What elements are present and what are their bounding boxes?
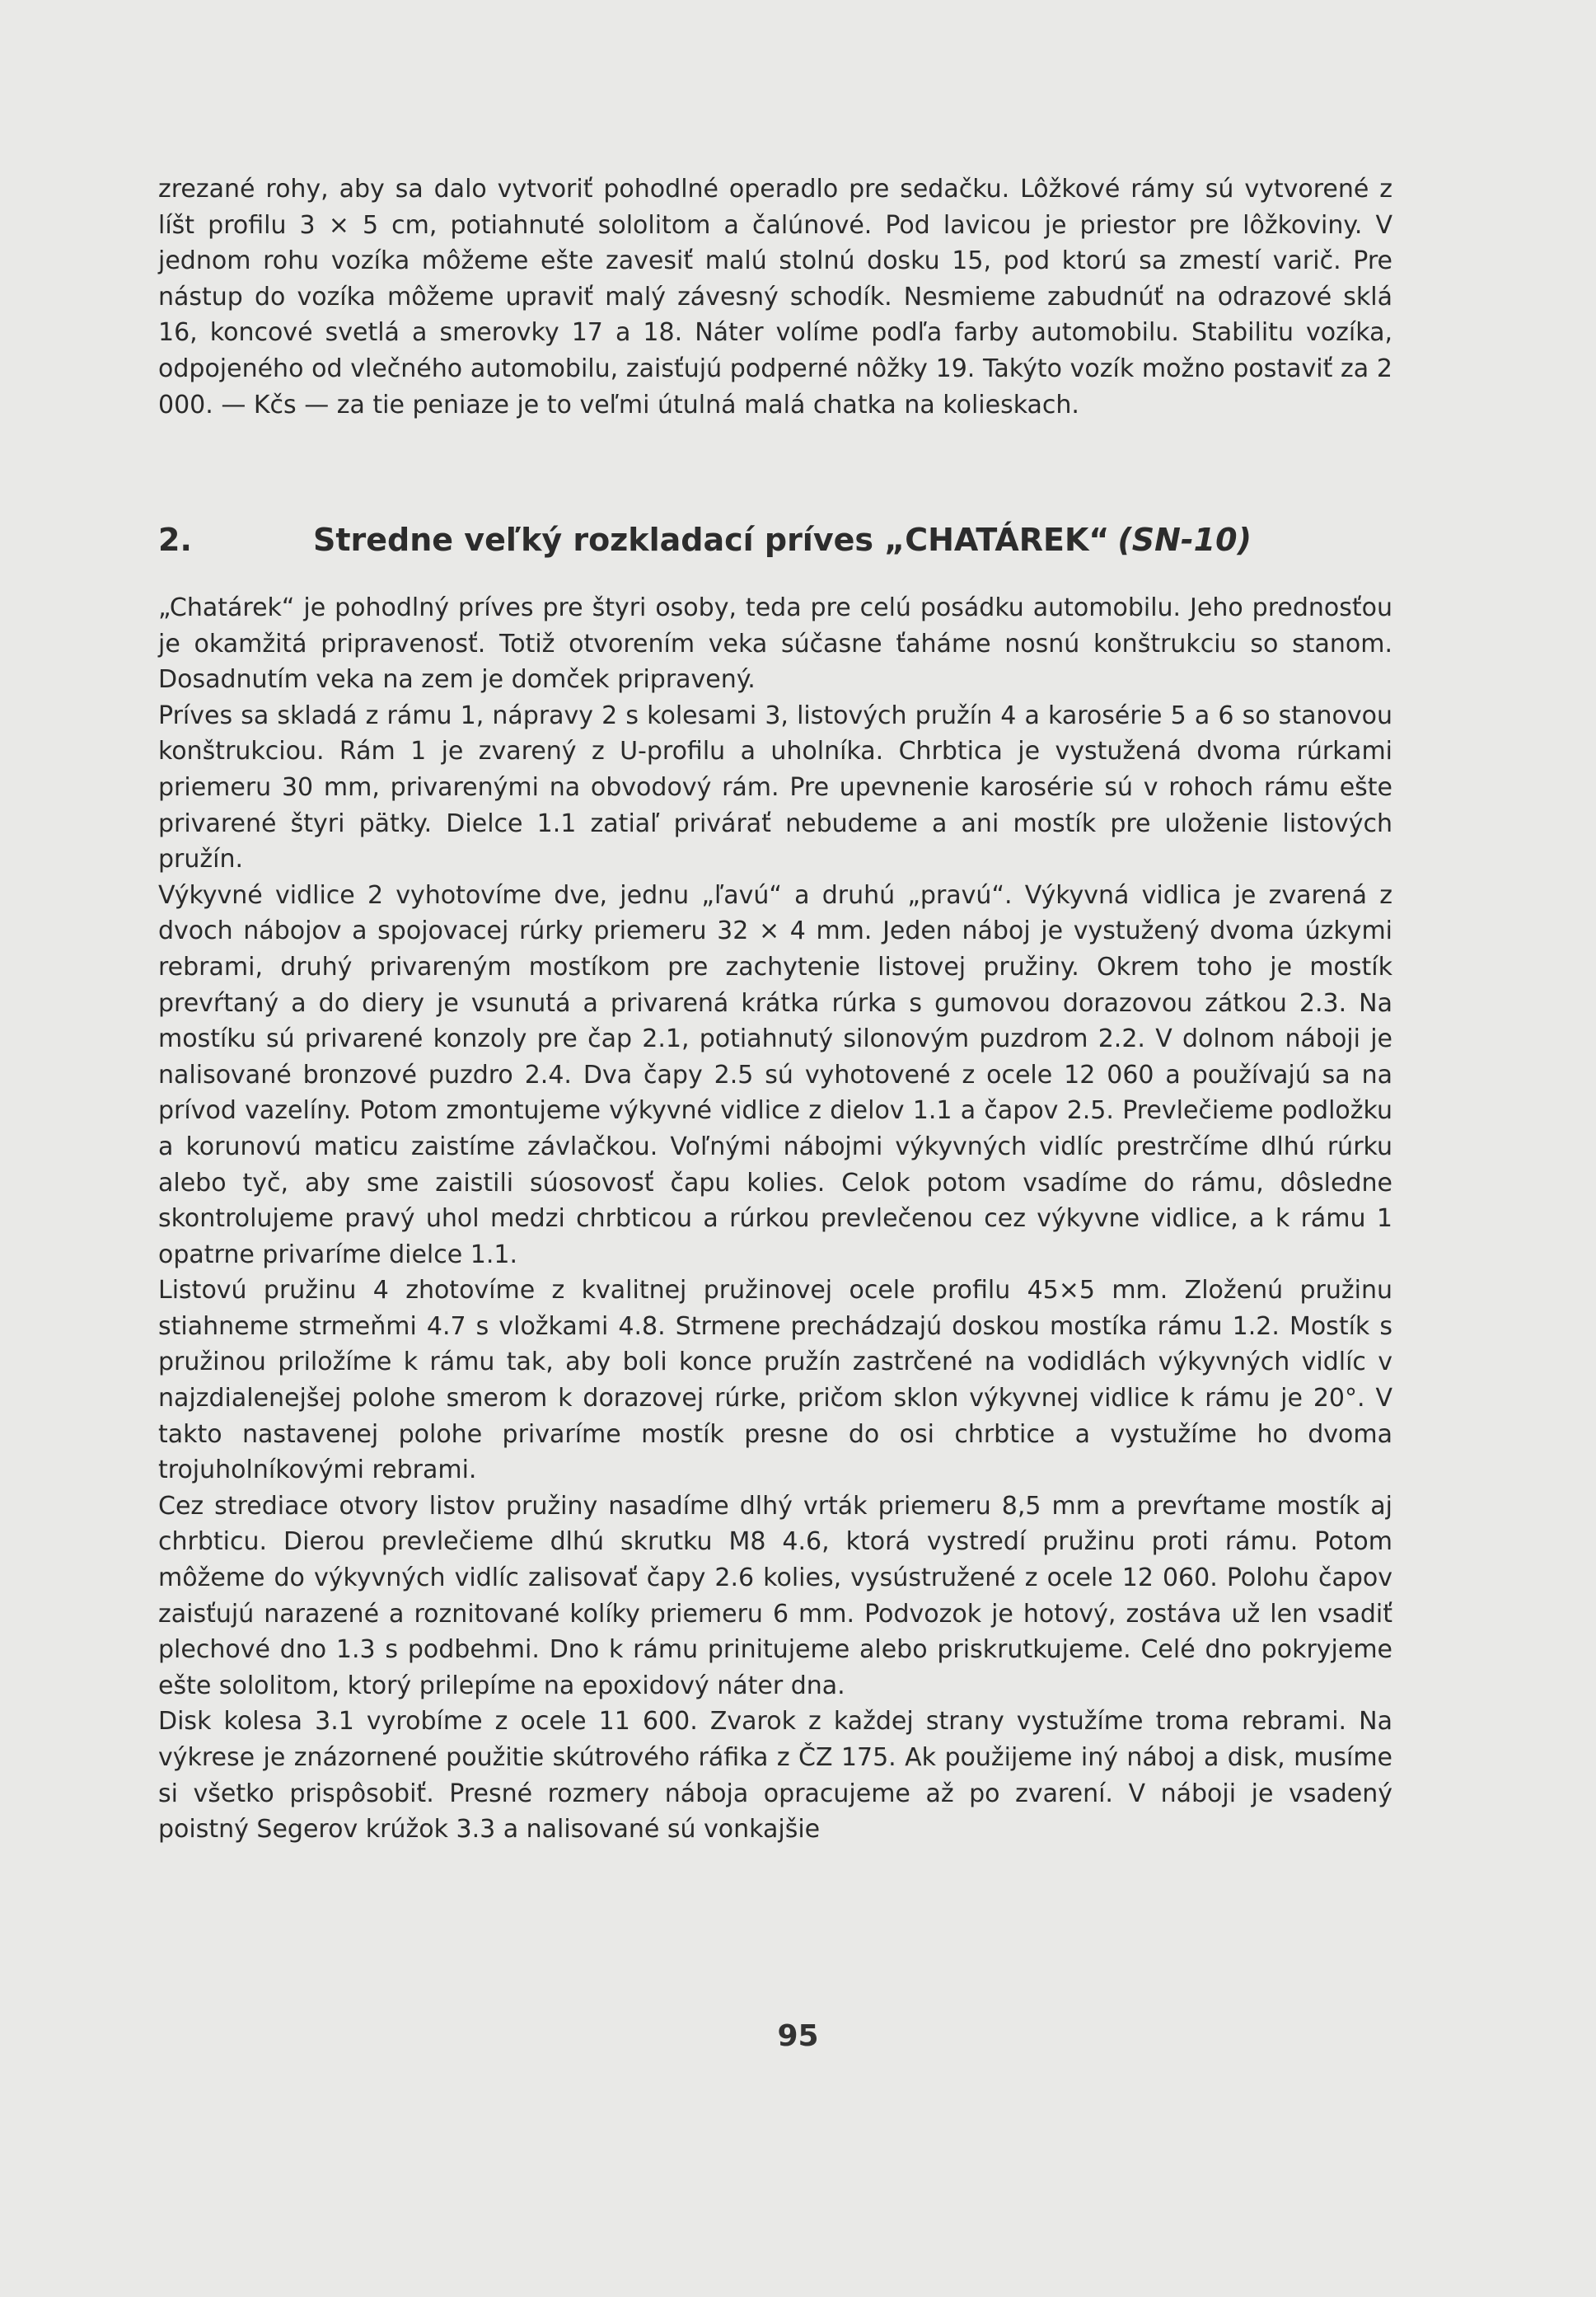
intro-paragraph: zrezané rohy, aby sa dalo vytvoriť pohodlné operadlo pre sedačku. Lôžkové rámy sú vytvorené z líšt profilu 3 × 5 cm, potiahnuté sololitom a čalúnové. Pod lavicou je priestor pre lôžkoviny. V jednom rohu vozíka môžeme ešte zavesiť malú stolnú dosku 15, pod ktorú sa zmestí varič. Pre nástup do vozíka môžeme upraviť malý závesný schodík. Nesmieme zabudnúť na odrazové sklá 16, koncové svetlá a smerovky 17 a 18. Náter volíme podľa farby automobilu. Stabilitu vozíka, odpojeného od vlečného automobilu, zaisťujú podperné nôžky 19. Takýto vozík možno postaviť za 2 000. — Kčs — za tie peniaze je to veľmi útulná malá chatka na kolieskach. [158,175,1392,420]
intro-text-block [158,171,1392,423]
paragraph-5: Cez strediace otvory listov pružiny nasadíme dlhý vrták priemeru 8,5 mm a prevŕtame mostík aj chrbticu. Dierou prevlečieme dlhú skrutku M8 4.6, ktorá vystredí pružinu proti rámu. Potom môžeme do výkyvných vidlíc zalisovať čapy 2.6 kolies, vysústružené z ocele 12 060. Polohu čapov zaisťujú narazené a roznitované kolíky priemeru 6 mm. Podvozok je hotový, zostáva už len vsadiť plechové dno 1.3 s podbehmi. Dno k rámu prinitujeme alebo priskrutkujeme. Celé dno pokryjeme ešte sololitom, ktorý prilepíme na epoxidový náter dna. [158,1491,1392,1700]
section-heading [158,519,1392,560]
paragraph-2: Príves sa skladá z rámu 1, nápravy 2 s kolesami 3, listových pružín 4 a karosérie 5 a 6 so stanovou konštrukciou. Rám 1 je zvarený z U-profilu a uholníka. Chrbtica je vystužená dvoma rúrkami priemeru 30 mm, privarenými na obvodový rám. Pre upevnenie karosérie sú v rohoch rámu ešte privarené štyri pätky. Dielce 1.1 zatiaľ privárať nebudeme a ani mostík pre uloženie listových pružín. [158,701,1392,874]
section-model-code: (SN-10) [1117,522,1252,558]
paragraph-1: „Chatárek“ je pohodlný príves pre štyri osoby, teda pre celú posádku automobilu. Jeho prednosťou je okamžitá pripravenosť. Totiž otvorením veka súčasne ťaháme nosnú konštrukciu so stanom. Dosadnutím veka na zem je domček pripravený. [158,593,1392,695]
section-number: 2. [158,522,192,558]
paragraph-4: Listovú pružinu 4 zhotovíme z kvalitnej pružinovej ocele profilu 45×5 mm. Zloženú pružinu stiahneme strmeňmi 4.7 s vložkami 4.8. Strmene prechádzajú doskou mostíka rámu 1.2. Mostík s pružinou priložíme k rámu tak, aby boli konce pružín zastrčené na vodidlách výkyvných vidlíc v najzdialenejšej polohe smerom k dorazovej rúrke, pričom sklon výkyvnej vidlice k rámu je 20°. V takto nastavenej polohe privaríme mostík presne do osi chrbtice a vystužíme ho dvoma trojuholníkovými rebrami. [158,1276,1392,1485]
page-number: 95 [777,2019,819,2053]
paragraph-3: Výkyvné vidlice 2 vyhotovíme dve, jednu „ľavú“ a druhú „pravú“. Výkyvná vidlica je zvarená z dvoch nábojov a spojovacej rúrky priemeru 32 × 4 mm. Jeden náboj je vystužený dvoma úzkymi rebrami, druhý privareným mostíkom pre zachytenie listovej pružiny. Okrem toho je mostík prevŕtaný a do diery je vsunutá a privarená krátka rúrka s gumovou dorazovou zátkou 2.3. Na mostíku sú privarené konzoly pre čap 2.1, potiahnutý silonovým puzdrom 2.2. V dolnom náboji je nalisované bronzové puzdro 2.4. Dva čapy 2.5 sú vyhotovené z ocele 12 060 a používajú sa na prívod vazelíny. Potom zmontujeme výkyvné vidlice z dielov 1.1 a čapov 2.5. Prevlečieme podložku a korunovú maticu zaistíme závlačkou. Voľnými nábojmi výkyvných vidlíc prestrčíme dlhú rúrku alebo tyč, aby sme zaistili súosovosť čapu kolies. Celok potom vsadíme do rámu, dôsledne skontrolujeme pravý uhol medzi chrbticou a rúrkou prevlečenou cez výkyvne vidlice, a k rámu 1 opatrne privaríme dielce 1.1. [158,880,1392,1269]
paragraph-6: Disk kolesa 3.1 vyrobíme z ocele 11 600. Zvarok z každej strany vystužíme troma rebrami. Na výkrese je znázornené použitie skútrového ráfika z ČZ 175. Ak použijeme iný náboj a disk, musíme si všetko prispôsobiť. Presné rozmery náboja opracujeme až po zvarení. V náboji je vsadený poistný Segerov krúžok 3.3 a nalisované sú vonkajšie [158,1707,1392,1845]
section-body [158,590,1392,1848]
section-title: Stredne veľký rozkladací príves „CHATÁREK“ [313,522,1110,558]
